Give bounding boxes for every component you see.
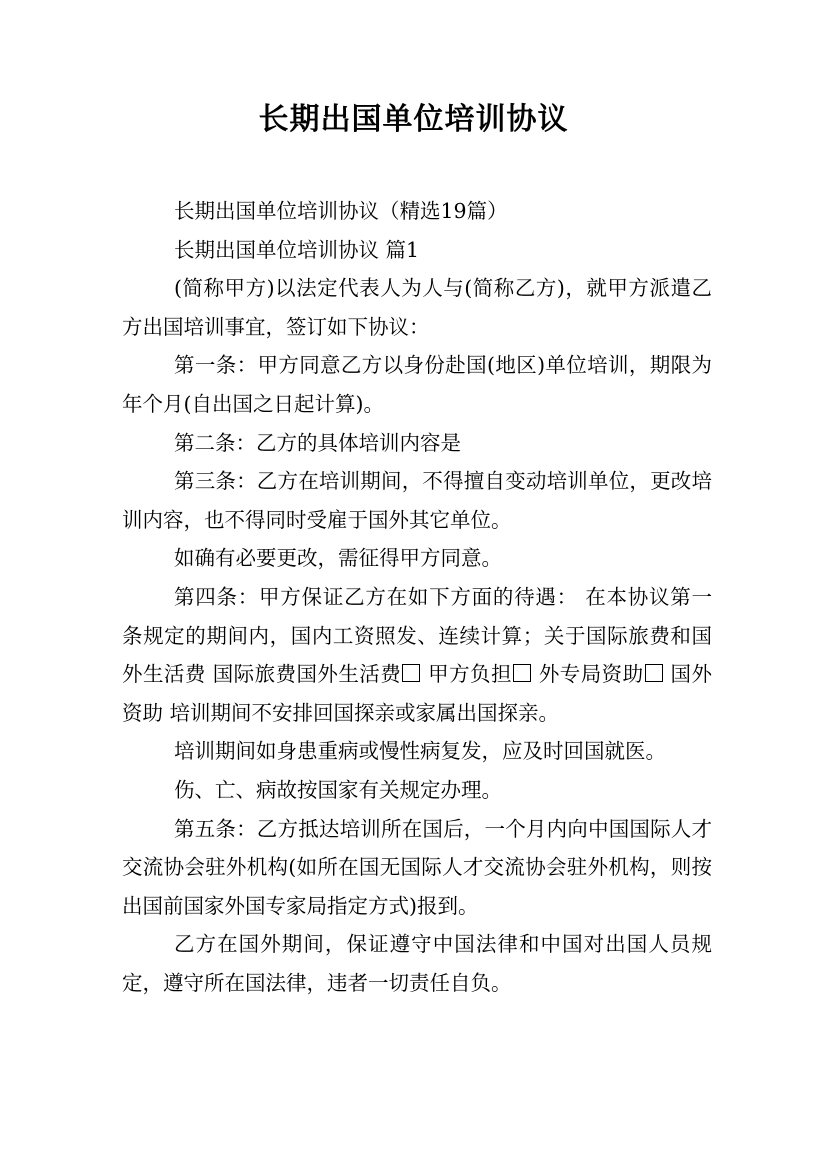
- paragraph: (简称甲方)以法定代表人为人与(简称乙方)，就甲方派遣乙方出国培训事宜，签订如下协议：: [122, 276, 712, 339]
- paragraph-article-4: [122, 578, 712, 732]
- paragraph-text: 国外资助 培训期间不安排回国探亲或家属出国探亲。: [122, 662, 712, 725]
- paragraph: 伤、亡、病故按国家有关规定办理。: [174, 777, 502, 802]
- document-title: 长期出国单位培训协议: [258, 102, 569, 137]
- paragraph: 第三条：乙方在培训期间，不得擅自变动培训单位，更改培训内容，也不得同时受雇于国外其它单位。: [122, 469, 712, 532]
- paragraph: 乙方在国外期间，保证遵守中国法律和中国对出国人员规定，遵守所在国法律，违者一切责任自负。: [122, 932, 712, 995]
- paragraph: 长期出国单位培训协议 篇1: [174, 237, 420, 262]
- paragraph: 第一条：甲方同意乙方以身份赴国(地区)单位培训，期限为年个月(自出国之日起计算)。: [122, 353, 712, 416]
- document-body: [122, 192, 712, 1002]
- paragraph: 培训期间如身患重病或慢性病复发，应及时回国就医。: [174, 739, 666, 764]
- paragraph: 第五条：乙方抵达培训所在国后，一个月内向中国国际人才交流协会驻外机构(如所在国无国际人才交流协会驻外机构，则按出国前国家外国专家局指定方式)报到。: [122, 816, 712, 918]
- paragraph-text: 外专局资助: [531, 662, 644, 687]
- checkbox-empty: [645, 664, 663, 682]
- paragraph: 长期出国单位培训协议（精选19篇）: [174, 199, 508, 223]
- checkbox-empty: [402, 664, 420, 682]
- paragraph: 第二条：乙方的具体培训内容是: [174, 430, 461, 455]
- paragraph-text: 第四条：甲方保证乙方在如下方面的待遇： 在本协议第一条规定的期间内，国内工资照发、连续计算；关于国际旅费和国外生活费 国际旅费国外生活费: [122, 584, 712, 687]
- checkbox-empty: [513, 664, 531, 682]
- paragraph-text: 甲方负担: [421, 662, 512, 687]
- paragraph: 如确有必要更改，需征得甲方同意。: [174, 546, 502, 571]
